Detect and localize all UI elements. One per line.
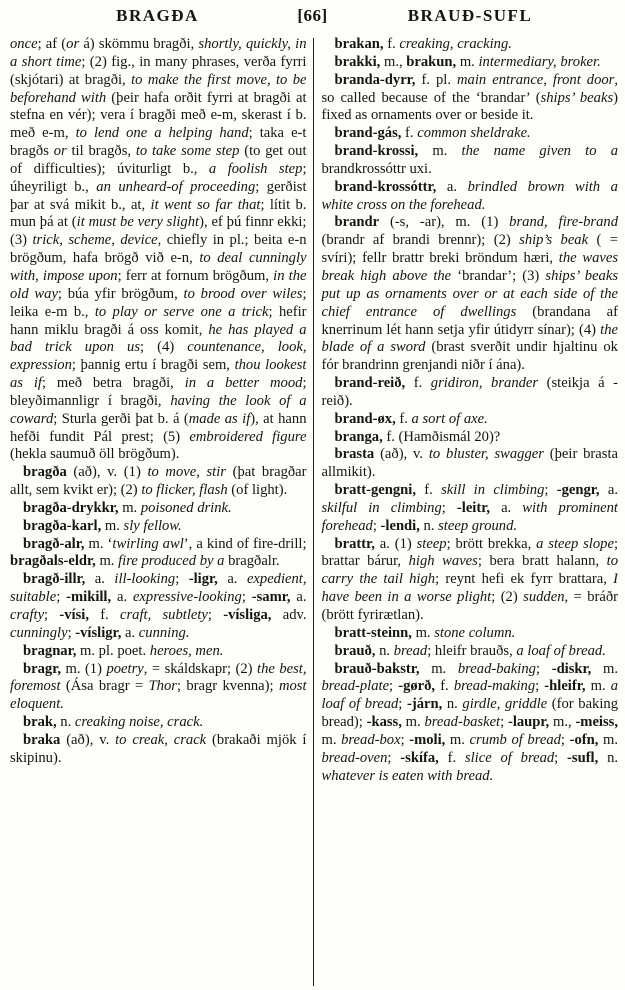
dictionary-entry: bragða-karl, m. sly fellow. [23, 517, 182, 534]
column-right [314, 36, 619, 986]
running-head-left-word: BRAGÐA [116, 6, 199, 25]
dictionary-entry: bragr, m. (1) poetry, = skáldskapr; (2) the best, foremost (Ása bragr = Thor; bragr kvenna); most eloquent. [10, 660, 307, 713]
dictionary-entry: brakan, f. creaking, cracking. [334, 36, 512, 52]
dictionary-entry: brattr, a. (1) steep; brött brekka, a steep slope; brattar bárur, high waves; bera bratt halann, to carry the tail high; reynt hefi ek fyrr brattara, I have been in a worse plight; (2) sudden, = bráðr (brött fyrirætlan). [321, 535, 618, 623]
dictionary-entry: brand-reið, f. gridiron, brander (steikja á -reið). [321, 375, 618, 409]
dictionary-entry: once; af (or á) skömmu bragði, shortly, quickly, in a short time; (2) fig., in many phrases, verða fyrri (skjótari) at bragði, to make the first move, to be beforehand with (þeir hafa orðit fyrri at bragði at stefna en vér); vera í bragði með e-m, skerast í b. með e-m, to lend one a helping hand; taka e-t bragðs or til bragðs, to take some step (to get out of difficulties); úviturligt b., a foolish step; úheyriligt b., an unheard-of proceeding; gerðist þar at svá mikit b., at, it went so far that; lítit b. mun þá at (it must be very slight), ef þú finnr ekki; (3) trick, scheme, device, chiefly in pl.; beita e-n brögðum, hafa brögð við e-n, to deal cunningly with, impose upon; ferr at fornum brögðum, in the old way; búa yfir brögðum, to brood over wiles; leika e-m b., to play or serve one a trick; hefir hann miklu bragði á oss komit, he has played a bad trick upon us; (4) countenance, look, expression; þannig ertu í bragði sem, thou lookest as if; með betra bragði, in a better mood; bleyðimannligr í bragði, having the look of a coward; Sturla gerði þat b. á (made as if), at hann hefði fundit Pál prest; (5) embroidered figure (hekla saumuð öll brögðum). [10, 36, 307, 463]
dictionary-entry: brak, n. creaking noise, crack. [23, 714, 204, 731]
dictionary-entry: brauð-bakstr, m. bread-baking; -diskr, m. bread-plate; -gørð, f. bread-making; -hleifr, m. a loaf of bread; -járn, n. girdle, griddle (for baking bread); -kass, m. bread-basket; -laupr, m., -meiss, m. bread-box; -moli, m. crumb of bread; -ofn, m. bread-oven; -skífa, f. slice of bread; -sufl, n. whatever is eaten with bread. [321, 660, 618, 784]
dictionary-entry: bragða-drykkr, m. poisoned drink. [23, 499, 232, 516]
dictionary-entry: brauð, n. bread; hleifr brauðs, a loaf of bread. [334, 642, 606, 659]
dictionary-entry: brasta (að), v. to bluster, swagger (þeir brasta allmikit). [321, 446, 618, 481]
running-head-right-word: BRAUÐ-SUFL [407, 6, 533, 25]
dictionary-entry: bragða (að), v. (1) to move, stir (þat bragðar allt, sem kvikt er); (2) to flicker, flash (of light). [10, 464, 307, 499]
dictionary-entry: brand-gás, f. common sheldrake. [334, 125, 531, 142]
dictionary-entry: bratt-gengni, f. skill in climbing; -gengr, a. skilful in climbing; -leitr, a. with prominent forehead; -lendi, n. steep ground. [321, 482, 618, 534]
dictionary-entry: brand-krossi, m. the name given to a brandkrossóttr uxi. [321, 143, 618, 177]
column-left [10, 36, 313, 986]
dictionary-entry: bragnar, m. pl. poet. heroes, men. [23, 642, 224, 659]
dictionary-entry: brakki, m., brakun, m. intermediary, broker. [334, 53, 601, 70]
dictionary-entry: bragð-illr, a. ill-looking; -ligr, a. expedient, suitable; -mikill, a. expressive-looking; -samr, a. crafty; -vísi, f. craft, subtlety; -vísliga, adv. cunningly; -vísligr, a. cunning. [10, 571, 307, 641]
dictionary-entry: brand-krossóttr, a. brindled brown with a white cross on the forehead. [321, 178, 618, 213]
dictionary-entry: branda-dyrr, f. pl. main entrance, front door, so called because of the ‘brandar’ (ships’ beaks) fixed as ornaments over or beside it. [321, 71, 618, 124]
dictionary-entry: branga, f. (Hamðismál 20)? [334, 428, 501, 445]
dictionary-entry: brand-øx, f. a sort of axe. [334, 410, 488, 427]
page-number: [66] [297, 6, 328, 25]
running-head [0, 0, 625, 36]
dictionary-entry: bratt-steinn, m. stone column. [334, 624, 516, 641]
dictionary-entry: bragð-alr, m. ‘twirling awl’, a kind of fire-drill; bragðals-eldr, m. fire produced by a bragðalr. [10, 535, 307, 570]
text-columns [10, 36, 618, 986]
dictionary-entry: brandr (-s, -ar), m. (1) brand, fire-brand (brandr af brandi brennr); (2) ship’s beak ( = svíri); fellr brattr breki bröndum hæri, the waves break high above the ‘brandar’; (3) ships’ beaks put up as ornaments over or at each side of the chief entrance of dwellings (brandana af knerrinum lét hann setja yfir útidyrr sínar); (4) the blade of a sword (brast sverðit undir hjaltinu ok fór brandrinn grenjandi niðr í ána). [321, 214, 618, 374]
dictionary-entry: braka (að), v. to creak, crack (brakaði mjök í skipinu). [10, 731, 307, 766]
